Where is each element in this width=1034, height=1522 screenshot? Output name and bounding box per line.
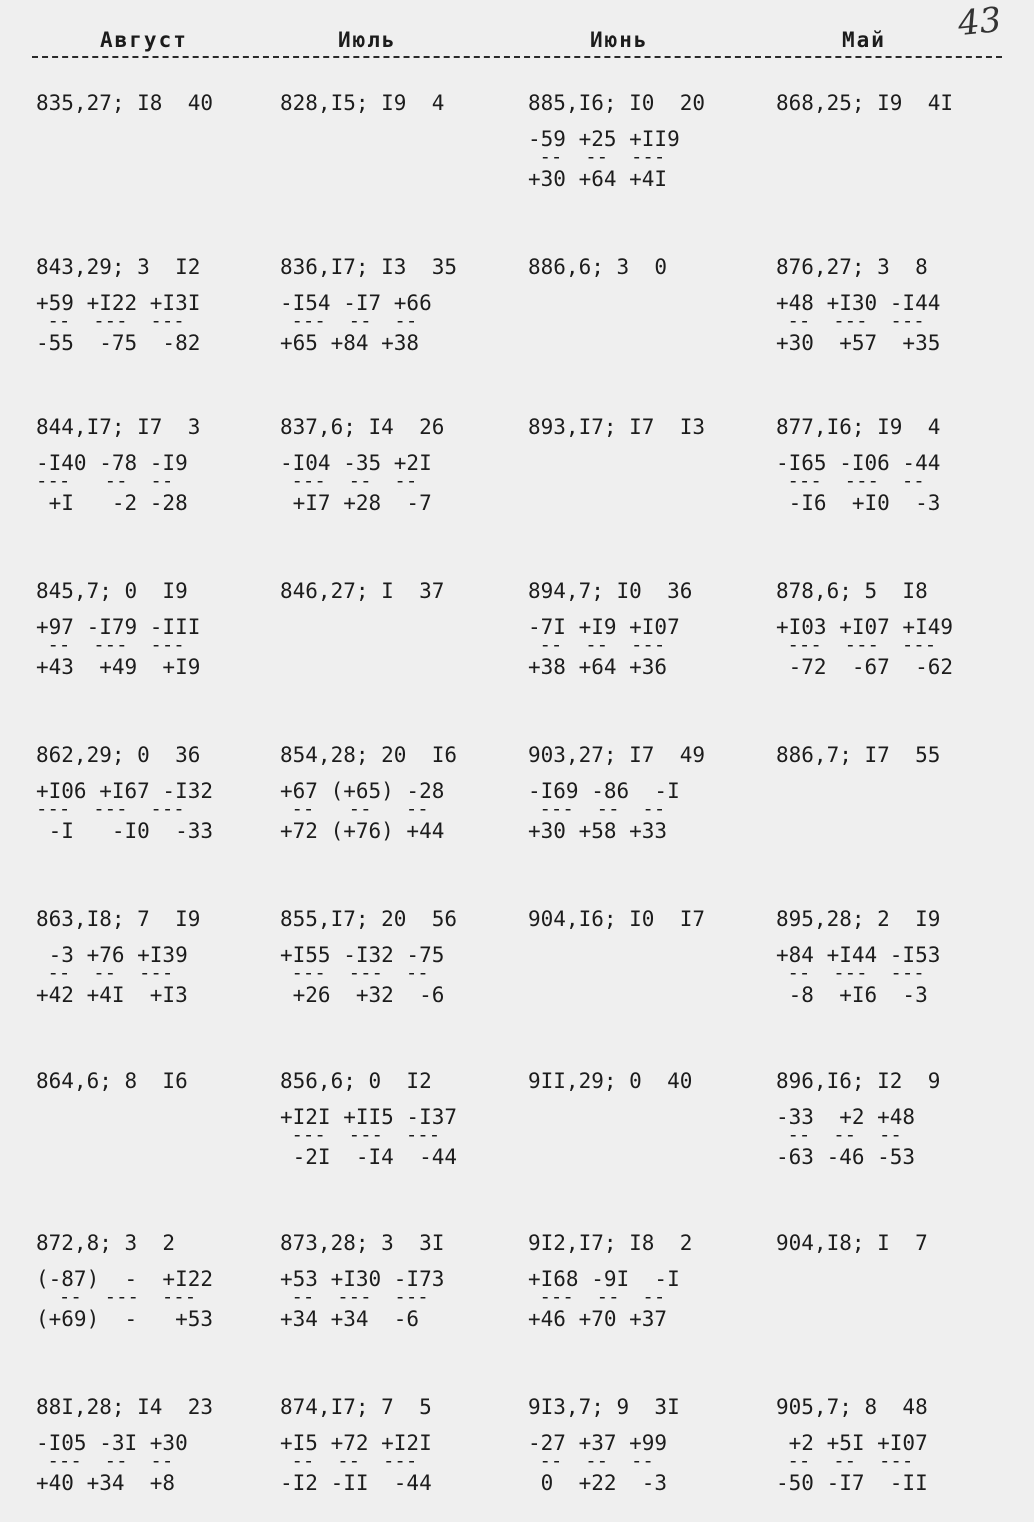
fraction-numerators: +I03 +I07 +I49 — [776, 615, 954, 639]
entry-cell — [36, 576, 276, 678]
fraction-bars: -- --- --- — [776, 310, 925, 332]
entry-fraction-block — [280, 944, 520, 1006]
entry-fraction-block — [528, 1432, 768, 1494]
entry-fraction-block — [280, 780, 520, 842]
fraction-numerators: +2 +5I +I07 — [776, 1431, 928, 1455]
entry-header: 9II,29; 0 40 — [528, 1069, 693, 1093]
fraction-numerators: -33 +2 +48 — [776, 1105, 916, 1129]
entry-cell — [776, 740, 1016, 770]
fraction-denominators: +43 +49 +I9 — [36, 655, 201, 679]
entry-header: 877,I6; I9 4 — [776, 415, 941, 439]
fraction-denominators: +26 +32 -6 — [280, 983, 445, 1007]
fraction-numerators: +I5 +72 +I2I — [280, 1431, 432, 1455]
fraction-denominators: +30 +57 +35 — [776, 331, 941, 355]
entry-cell — [36, 1228, 276, 1330]
fraction-denominators: -50 -I7 -II — [776, 1471, 928, 1495]
entry-fraction-block — [776, 1432, 1016, 1494]
fraction-denominators: +I -2 -28 — [36, 491, 188, 515]
fraction-bars: --- -- -- — [36, 1450, 174, 1472]
entry-header: 896,I6; I2 9 — [776, 1069, 941, 1093]
fraction-bars: --- --- --- — [776, 634, 937, 656]
fraction-numerators: -I04 -35 +2I — [280, 451, 432, 475]
entry-cell — [528, 1392, 768, 1494]
fraction-numerators: -59 +25 +II9 — [528, 127, 680, 151]
fraction-denominators: -55 -75 -82 — [36, 331, 201, 355]
month-header-may: Май — [842, 28, 886, 52]
fraction-bars: -- -- --- — [776, 1450, 914, 1472]
entry-header: 878,6; 5 I8 — [776, 579, 928, 603]
month-header-august: Август — [100, 28, 188, 52]
entry-fraction-block — [776, 452, 1016, 514]
entry-cell — [776, 252, 1016, 354]
fraction-denominators: +30 +64 +4I — [528, 167, 668, 191]
entry-cell — [280, 252, 520, 354]
entry-header: 872,8; 3 2 — [36, 1231, 176, 1255]
entry-header: 863,I8; 7 I9 — [36, 907, 201, 931]
fraction-bars: --- -- -- — [528, 1286, 666, 1308]
entry-cell — [776, 576, 1016, 678]
fraction-numerators: +53 +I30 -I73 — [280, 1267, 445, 1291]
entry-fraction-block — [36, 292, 276, 354]
entry-header: 885,I6; I0 20 — [528, 91, 706, 115]
entry-fraction-block — [280, 1432, 520, 1494]
fraction-bars: -- --- --- — [36, 1286, 197, 1308]
fraction-denominators: +34 +34 -6 — [280, 1307, 420, 1331]
fraction-denominators: +30 +58 +33 — [528, 819, 668, 843]
entry-header: 88I,28; I4 23 — [36, 1395, 214, 1419]
fraction-bars: -- -- --- — [36, 962, 174, 984]
entry-cell — [776, 1392, 1016, 1494]
entry-cell — [776, 412, 1016, 514]
fraction-bars: --- -- -- — [528, 798, 666, 820]
entry-cell — [528, 1066, 768, 1096]
entry-cell — [528, 904, 768, 934]
entry-fraction-block — [280, 1268, 520, 1330]
fraction-numerators: +84 +I44 -I53 — [776, 943, 941, 967]
entry-cell — [280, 1066, 520, 1168]
fraction-bars: --- --- --- — [36, 798, 185, 820]
fraction-denominators: -I2 -II -44 — [280, 1471, 432, 1495]
fraction-denominators: +46 +70 +37 — [528, 1307, 668, 1331]
entry-fraction-block — [280, 1106, 520, 1168]
fraction-numerators: +I06 +I67 -I32 — [36, 779, 214, 803]
entry-cell — [280, 904, 520, 1006]
entry-header: 894,7; I0 36 — [528, 579, 693, 603]
fraction-bars: -- -- --- — [528, 634, 666, 656]
fraction-numerators: -I40 -78 -I9 — [36, 451, 188, 475]
entry-header: 904,I6; I0 I7 — [528, 907, 706, 931]
entry-header: 895,28; 2 I9 — [776, 907, 941, 931]
entry-header: 903,27; I7 49 — [528, 743, 706, 767]
entry-header: 9I2,I7; I8 2 — [528, 1231, 693, 1255]
fraction-numerators: -I69 -86 -I — [528, 779, 680, 803]
entry-fraction-block — [528, 616, 768, 678]
fraction-numerators: +I2I +II5 -I37 — [280, 1105, 458, 1129]
entry-header: 835,27; I8 40 — [36, 91, 214, 115]
fraction-numerators: +I55 -I32 -75 — [280, 943, 445, 967]
entry-header: 836,I7; I3 35 — [280, 255, 458, 279]
fraction-numerators: -I05 -3I +30 — [36, 1431, 188, 1455]
entry-cell — [36, 740, 276, 842]
entry-cell — [528, 576, 768, 678]
entry-cell — [528, 1228, 768, 1330]
entry-fraction-block — [776, 944, 1016, 1006]
entry-fraction-block — [528, 128, 768, 190]
entry-fraction-block — [528, 1268, 768, 1330]
fraction-bars: -- -- --- — [280, 1450, 418, 1472]
fraction-bars: --- -- -- — [36, 470, 174, 492]
entry-cell — [528, 88, 768, 190]
entry-fraction-block — [776, 292, 1016, 354]
entry-fraction-block — [280, 292, 520, 354]
fraction-bars: --- -- -- — [280, 470, 418, 492]
fraction-denominators: -2I -I4 -44 — [280, 1145, 458, 1169]
fraction-denominators: -8 +I6 -3 — [776, 983, 928, 1007]
fraction-numerators: +67 (+65) -28 — [280, 779, 445, 803]
fraction-denominators: -63 -46 -53 — [776, 1145, 916, 1169]
entry-fraction-block — [36, 1268, 276, 1330]
entry-fraction-block — [36, 944, 276, 1006]
entry-cell — [280, 412, 520, 514]
fraction-bars: -- -- --- — [528, 146, 666, 168]
entry-fraction-block — [776, 1106, 1016, 1168]
entry-header: 843,29; 3 I2 — [36, 255, 201, 279]
page-number-mark: 43 — [956, 0, 1004, 45]
fraction-denominators: +40 +34 +8 — [36, 1471, 176, 1495]
header-divider — [32, 56, 1002, 58]
entry-fraction-block — [36, 616, 276, 678]
entry-cell — [528, 740, 768, 842]
fraction-numerators: +97 -I79 -III — [36, 615, 201, 639]
entry-header: 886,7; I7 55 — [776, 743, 941, 767]
entry-header: 837,6; I4 26 — [280, 415, 445, 439]
entry-header: 873,28; 3 3I — [280, 1231, 445, 1255]
entry-header: 893,I7; I7 I3 — [528, 415, 706, 439]
fraction-bars: --- -- -- — [280, 310, 418, 332]
entry-header: 864,6; 8 I6 — [36, 1069, 188, 1093]
fraction-numerators: (-87) - +I22 — [36, 1267, 214, 1291]
entry-fraction-block — [280, 452, 520, 514]
entry-header: 855,I7; 20 56 — [280, 907, 458, 931]
fraction-denominators: +72 (+76) +44 — [280, 819, 445, 843]
fraction-denominators: +I7 +28 -7 — [280, 491, 432, 515]
entry-header: 9I3,7; 9 3I — [528, 1395, 680, 1419]
entry-cell — [280, 1392, 520, 1494]
entry-header: 854,28; 20 I6 — [280, 743, 458, 767]
entry-header: 868,25; I9 4I — [776, 91, 954, 115]
month-header-june: Июнь — [590, 28, 649, 52]
entry-header: 844,I7; I7 3 — [36, 415, 201, 439]
fraction-bars: --- --- -- — [280, 962, 429, 984]
entry-cell — [280, 1228, 520, 1330]
fraction-denominators: +42 +4I +I3 — [36, 983, 188, 1007]
entry-header: 874,I7; 7 5 — [280, 1395, 432, 1419]
entry-cell — [280, 88, 520, 118]
entry-fraction-block — [36, 452, 276, 514]
fraction-bars: -- --- --- — [36, 634, 185, 656]
entry-cell — [36, 904, 276, 1006]
entry-cell — [528, 412, 768, 442]
entry-header: 828,I5; I9 4 — [280, 91, 445, 115]
entry-header: 845,7; 0 I9 — [36, 579, 188, 603]
fraction-numerators: +48 +I30 -I44 — [776, 291, 941, 315]
entry-cell — [776, 88, 1016, 118]
fraction-numerators: -3 +76 +I39 — [36, 943, 188, 967]
entry-header: 886,6; 3 0 — [528, 255, 668, 279]
fraction-numerators: -I65 -I06 -44 — [776, 451, 941, 475]
entry-cell — [36, 88, 276, 118]
fraction-numerators: -7I +I9 +I07 — [528, 615, 680, 639]
fraction-denominators: (+69) - +53 — [36, 1307, 214, 1331]
fraction-bars: --- --- -- — [776, 470, 925, 492]
fraction-denominators: -I -I0 -33 — [36, 819, 214, 843]
fraction-numerators: -I54 -I7 +66 — [280, 291, 432, 315]
entry-fraction-block — [36, 780, 276, 842]
fraction-numerators: +I68 -9I -I — [528, 1267, 680, 1291]
fraction-denominators: +65 +84 +38 — [280, 331, 420, 355]
fraction-denominators: -72 -67 -62 — [776, 655, 954, 679]
entry-cell — [776, 1066, 1016, 1168]
entry-cell — [776, 904, 1016, 1006]
entry-header: 904,I8; I 7 — [776, 1231, 928, 1255]
entry-header: 876,27; 3 8 — [776, 255, 928, 279]
entry-header: 862,29; 0 36 — [36, 743, 201, 767]
entry-cell — [36, 252, 276, 354]
fraction-bars: -- --- --- — [36, 310, 185, 332]
entry-fraction-block — [528, 780, 768, 842]
entry-fraction-block — [776, 616, 1016, 678]
entry-header: 846,27; I 37 — [280, 579, 445, 603]
entry-cell — [36, 412, 276, 514]
fraction-denominators: -I6 +I0 -3 — [776, 491, 941, 515]
fraction-numerators: +59 +I22 +I3I — [36, 291, 201, 315]
fraction-bars: -- --- --- — [280, 1286, 429, 1308]
entry-cell — [280, 740, 520, 842]
entry-cell — [528, 252, 768, 282]
fraction-bars: -- --- --- — [776, 962, 925, 984]
entry-cell — [776, 1228, 1016, 1258]
entry-cell — [280, 576, 520, 606]
fraction-bars: --- --- --- — [280, 1124, 441, 1146]
entry-header: 856,6; 0 I2 — [280, 1069, 432, 1093]
entry-fraction-block — [36, 1432, 276, 1494]
fraction-bars: -- -- -- — [280, 798, 429, 820]
fraction-bars: -- -- -- — [776, 1124, 902, 1146]
month-header-july: Июль — [338, 28, 397, 52]
fraction-numerators: -27 +37 +99 — [528, 1431, 668, 1455]
entry-header: 905,7; 8 48 — [776, 1395, 928, 1419]
entry-cell — [36, 1392, 276, 1494]
entry-cell — [36, 1066, 276, 1096]
fraction-denominators: 0 +22 -3 — [528, 1471, 668, 1495]
fraction-bars: -- -- -- — [528, 1450, 654, 1472]
fraction-denominators: +38 +64 +36 — [528, 655, 668, 679]
